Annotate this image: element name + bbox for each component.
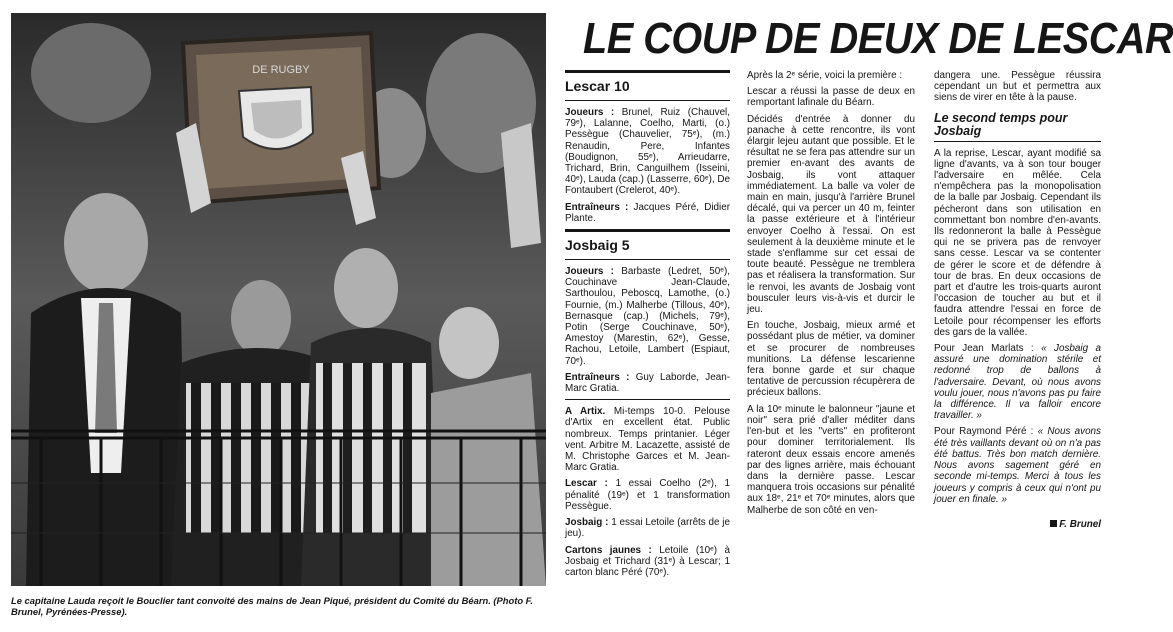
- article-paragraph: A la 10ᵉ minute le balonneur "jaune et noir" sera prié d'aller méditer dans l'en-but et les "verts" en profiteront pour dominer territorialement. Ils rateront deux essais encore amenés par des lignes arrière, mais échouant dans la dernière passe. Lescar manquera trois occasions sur pénalité aux 18ᵉ, 21ᵉ et 70ᵉ minutes, alors que Malherbe de son côté en ven-: [747, 403, 915, 516]
- venue-text: Mi-temps 10-0. Pelouse d'Artix en excellent état. Public nombreux. Temps printanier. Léger vent. Arbitre M. Lacazette, assisté de M. Christophe Garces et M. Jean-Marc Gratia.: [565, 406, 730, 474]
- byline-square-icon: [1050, 520, 1057, 527]
- photo-illustration: [11, 13, 546, 586]
- quote-lead: Pour Jean Marlats :: [934, 343, 1034, 355]
- scoring-label: Lescar :: [565, 478, 608, 490]
- divider: [565, 100, 730, 101]
- players-text: Brunel, Ruiz (Chauvel, 79ᵉ), Lalanne, Coelho, Marti, (o.) Pessègue (Chauvelier, 75ᵉ), (m.) Renaudin, Pere, Infantes (Boudignon, 55ᵉ), Arrieudarre, Trichard, Brin, Canguilhem (Isseini, 40ᵉ), Lauda (cap.) (Lasserre, 60ᵉ), De Fontaubert (Crelerot, 40ᵉ).: [565, 107, 730, 197]
- article-column-1: [747, 70, 915, 521]
- venue-label: A Artix.: [565, 406, 606, 418]
- lescar-players: [565, 107, 730, 197]
- article-column-2: [934, 70, 1101, 530]
- cards-label: Cartons jaunes :: [565, 544, 652, 556]
- photo-caption: Le capitaine Lauda reçoit le Bouclier tant convoité des mains de Jean Piqué, président du Comité du Béarn. (Photo F. Brunel, Pyrénées-Presse).: [11, 595, 533, 617]
- scoring-text: 1 essai Letoile (arrêts de je jeu).: [565, 517, 730, 540]
- article-paragraph: dangera une. Pessègue réussira cependant un but et permettra aux siens de virer en tête à la pause.: [934, 70, 1101, 104]
- shield-inscription: DE RUGBY: [252, 64, 310, 76]
- players-text: Barbaste (Ledret, 50ᵉ), Couchinave Jean-Claude, Sarthoulou, Peboscq, Lamothe, (o.) Fournie, (m.) Malherbe (Tillous, 40ᵉ), Bernasque (cap.) (Michels, 79ᵉ), Potin (Serge Couchinave, 50ᵉ), Amestoy (Marestin, 62ᵉ), Gesse, Rachou, Letoile, Lambert (Espiaut, 70ᵉ).: [565, 266, 730, 367]
- coaches-label: Entraîneurs :: [565, 371, 630, 383]
- players-label: Joueurs :: [565, 266, 614, 278]
- quote-text: « Nous avons été très vaillants devant où on n'a pas été battus. Très bon match dernière. Nous avons sagement géré en seconde mi-temps. Merci à tous les joueurs y compris à ceux qui n'ont pu jouer en finale. »: [934, 426, 1101, 505]
- scoring-text: 1 essai Coelho (2ᵉ), 1 pénalité (19ᵉ) et 1 transformation Pessègue.: [565, 478, 730, 512]
- match-venue: [565, 406, 730, 473]
- josbaig-scoring: [565, 517, 730, 539]
- article-paragraph: En touche, Josbaig, mieux armé et possédant plus de métier, va dominer et se procurer de nombreuses munitions. La défense lescarienne fera bonne garde et sur chaque tentative de percussion récupèrera de précieux ballons.: [747, 320, 915, 399]
- josbaig-players: [565, 266, 730, 367]
- players-label: Joueurs :: [565, 107, 615, 118]
- lineup-column: [565, 70, 730, 583]
- article-paragraph: A la reprise, Lescar, ayant modifié sa ligne d'avants, va à son tour bouger l'adversaire en mêlée. Cela n'empêchera pas la monopolisation de la balle par Josbaig. Cependant ils pécheront dans son utilisation en commettant bon nombre d'en-avants. Ils redonneront la balle à Pessègue qui ne se privera pas de renvoyer sans cesse. Lescar va se contenter de gérer le score et de défendre à tour de bras. En deux occasions de part et d'autre les trois-quarts auront l'occasion de toucher au but et il faudra attendre l'essai en force de Letoile pour récompenser les efforts des gars de la vallée.: [934, 147, 1101, 338]
- quote-text: « Josbaig a assuré une domination stérile et redonné trop de ballons à l'adversaire. Devant, où nous avons voulu jouer, nous n'avons pas pu faire la différence. Il va falloir encore travailler. »: [934, 343, 1102, 422]
- article-subhead: Le second temps pour Josbaig: [934, 110, 1068, 138]
- article-paragraph: Lescar a réussi la passe de deux en remportant lafinale du Béarn.: [747, 86, 915, 109]
- coaches-label: Entraîneurs :: [565, 201, 629, 213]
- divider: [934, 141, 1101, 142]
- cards-text: Letoile (10ᵉ) à Josbaig et Trichard (31ᵉ) à Lescar; 1 carton blanc Péré (70ᵉ).: [565, 544, 730, 578]
- quote-marlats: [934, 343, 1101, 421]
- quote-pere: [934, 426, 1101, 504]
- coaches-text: Guy Laborde, Jean-Marc Gratia.: [565, 371, 730, 395]
- lescar-coaches: [565, 202, 730, 224]
- coaches-text: Jacques Péré, Didier Plante.: [565, 201, 730, 224]
- lescar-scoring: [565, 478, 730, 512]
- divider: [565, 399, 730, 400]
- divider: [565, 259, 730, 260]
- trophy-photo: [11, 13, 546, 586]
- josbaig-coaches: [565, 372, 730, 394]
- scoring-label: Josbaig :: [565, 517, 609, 529]
- team-lescar-title: Lescar 10: [565, 78, 630, 94]
- headline: LE COUP DE DEUX DE LESCAR: [583, 14, 1173, 63]
- quote-lead: Pour Raymond Péré :: [934, 426, 1034, 438]
- article-paragraph: Après la 2ᵉ série, voici la première :: [747, 70, 903, 81]
- cards: [565, 545, 730, 579]
- team-josbaig-title: Josbaig 5: [565, 237, 630, 254]
- byline: [934, 519, 1101, 530]
- byline-author: F. Brunel: [1059, 518, 1101, 530]
- article-paragraph: Décidés d'entrée à donner du panache à cette rencontre, ils vont élargir lejeu autant que possible. Et le résultat ne se fera pas attendre sur un premier en-avant des avants de Josbaig, ils vont attaquer immédiatement. La balle va voler de main en main, jusqu'à l'arrière Brunel décalé, qui va percer un 40 m, feinter la passe extérieure et à l'intérieur envoyer Coelho à l'essai. On est seulement à la deuxième minute et le stade s'enflamme sur cet essai de toute beauté. Pessègue ne tremblera pas et réalisera la transformation. Sur le renvoi, les avants de Josbaig vont bousculer leurs vis-à-vis et durcir le jeu.: [747, 113, 915, 316]
